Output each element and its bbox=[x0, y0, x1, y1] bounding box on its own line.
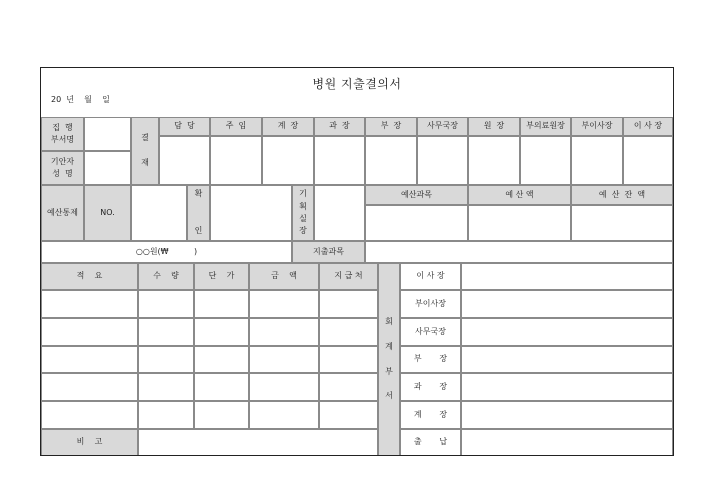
detail-cell[interactable] bbox=[138, 401, 194, 429]
confirm-field[interactable] bbox=[210, 185, 292, 241]
approver-header: 이 사 장 bbox=[623, 117, 673, 136]
approver-signature-box[interactable] bbox=[159, 136, 210, 185]
accounting-signature-box[interactable] bbox=[461, 318, 673, 346]
accounting-signature-box[interactable] bbox=[461, 429, 673, 456]
accounting-signature-box[interactable] bbox=[461, 263, 673, 290]
remarks-field[interactable] bbox=[138, 429, 378, 456]
exec-dept-field[interactable] bbox=[84, 117, 131, 151]
approver-header: 사무국장 bbox=[417, 117, 468, 136]
detail-cell[interactable] bbox=[319, 346, 378, 374]
detail-cell[interactable] bbox=[194, 401, 249, 429]
detail-cell[interactable] bbox=[249, 373, 319, 401]
accounting-role-label: 부 장 bbox=[400, 346, 461, 373]
approver-header: 담 당 bbox=[159, 117, 210, 136]
accounting-role-label: 출 납 bbox=[400, 429, 461, 456]
detail-cell[interactable] bbox=[41, 401, 138, 429]
no-label: NO. bbox=[84, 185, 131, 241]
approver-signature-box[interactable] bbox=[210, 136, 262, 185]
accounting-role-label: 계 장 bbox=[400, 401, 461, 429]
budget-no-field[interactable] bbox=[131, 185, 187, 241]
detail-cell[interactable] bbox=[194, 346, 249, 374]
detail-cell[interactable] bbox=[249, 318, 319, 346]
planning-director-field[interactable] bbox=[314, 185, 365, 241]
approver-signature-box[interactable] bbox=[314, 136, 365, 185]
detail-cell[interactable] bbox=[319, 373, 378, 401]
accounting-signature-box[interactable] bbox=[461, 373, 673, 401]
detail-cell[interactable] bbox=[138, 346, 194, 374]
approver-signature-box[interactable] bbox=[417, 136, 468, 185]
approver-header: 계 장 bbox=[262, 117, 314, 136]
detail-cell[interactable] bbox=[41, 346, 138, 374]
detail-cell[interactable] bbox=[41, 373, 138, 401]
approver-header: 부이사장 bbox=[571, 117, 623, 136]
budget-item-field[interactable] bbox=[365, 205, 468, 241]
accounting-signature-box[interactable] bbox=[461, 290, 673, 318]
header-amount: 금 액 bbox=[249, 263, 319, 290]
detail-cell[interactable] bbox=[249, 401, 319, 429]
detail-cell[interactable] bbox=[138, 290, 194, 318]
expense-item-label: 지출과목 bbox=[292, 241, 365, 263]
accounting-role-label: 이 사 장 bbox=[400, 263, 461, 290]
drafter-field[interactable] bbox=[84, 151, 131, 185]
drafter-label: 기안자 성 명 bbox=[41, 151, 84, 185]
detail-cell[interactable] bbox=[319, 290, 378, 318]
date-line: 20 년 월 일 bbox=[51, 95, 110, 104]
approver-header: 부 장 bbox=[365, 117, 417, 136]
approver-signature-box[interactable] bbox=[468, 136, 520, 185]
budget-balance-label: 예 산 잔 액 bbox=[571, 185, 673, 205]
budget-item-label: 예산과목 bbox=[365, 185, 468, 205]
accounting-dept-label: 회 계 부 서 bbox=[378, 263, 400, 456]
header-payee: 지 급 처 bbox=[319, 263, 378, 290]
header-quantity: 수 량 bbox=[138, 263, 194, 290]
budget-amount-field[interactable] bbox=[468, 205, 571, 241]
header-unit-price: 단 가 bbox=[194, 263, 249, 290]
budget-balance-field[interactable] bbox=[571, 205, 673, 241]
accounting-signature-box[interactable] bbox=[461, 346, 673, 373]
header-description: 적 요 bbox=[41, 263, 138, 290]
detail-cell[interactable] bbox=[194, 373, 249, 401]
detail-cell[interactable] bbox=[319, 318, 378, 346]
detail-cell[interactable] bbox=[194, 290, 249, 318]
approver-header: 부의료원장 bbox=[520, 117, 571, 136]
approver-header: 원 장 bbox=[468, 117, 520, 136]
budget-control-label: 예산통제 bbox=[41, 185, 84, 241]
accounting-signature-box[interactable] bbox=[461, 401, 673, 429]
approver-header: 과 장 bbox=[314, 117, 365, 136]
confirm-label: 확 인 bbox=[187, 185, 210, 241]
approver-signature-box[interactable] bbox=[623, 136, 673, 185]
detail-cell[interactable] bbox=[319, 401, 378, 429]
expense-resolution-form bbox=[40, 67, 674, 456]
approver-signature-box[interactable] bbox=[262, 136, 314, 185]
exec-dept-label: 집 행 부서명 bbox=[41, 117, 84, 151]
approver-signature-box[interactable] bbox=[520, 136, 571, 185]
accounting-role-label: 부이사장 bbox=[400, 290, 461, 318]
detail-cell[interactable] bbox=[194, 318, 249, 346]
detail-cell[interactable] bbox=[41, 290, 138, 318]
accounting-role-label: 과 장 bbox=[400, 373, 461, 401]
approver-header: 주 임 bbox=[210, 117, 262, 136]
approver-signature-box[interactable] bbox=[571, 136, 623, 185]
detail-cell[interactable] bbox=[138, 318, 194, 346]
approver-signature-box[interactable] bbox=[365, 136, 417, 185]
expense-item-field[interactable] bbox=[365, 241, 673, 263]
detail-cell[interactable] bbox=[41, 318, 138, 346]
remarks-label: 비 고 bbox=[41, 429, 138, 456]
approval-label: 결 재 bbox=[131, 117, 159, 185]
planning-director-label: 기 획 실 장 bbox=[292, 185, 314, 241]
accounting-role-label: 사무국장 bbox=[400, 318, 461, 346]
budget-amount-label: 예 산 액 bbox=[468, 185, 571, 205]
detail-cell[interactable] bbox=[249, 346, 319, 374]
total-amount-field[interactable]: ○○원(₩ ) bbox=[41, 241, 292, 263]
form-title: 병원 지출결의서 bbox=[312, 76, 402, 91]
detail-cell[interactable] bbox=[138, 373, 194, 401]
detail-cell[interactable] bbox=[249, 290, 319, 318]
